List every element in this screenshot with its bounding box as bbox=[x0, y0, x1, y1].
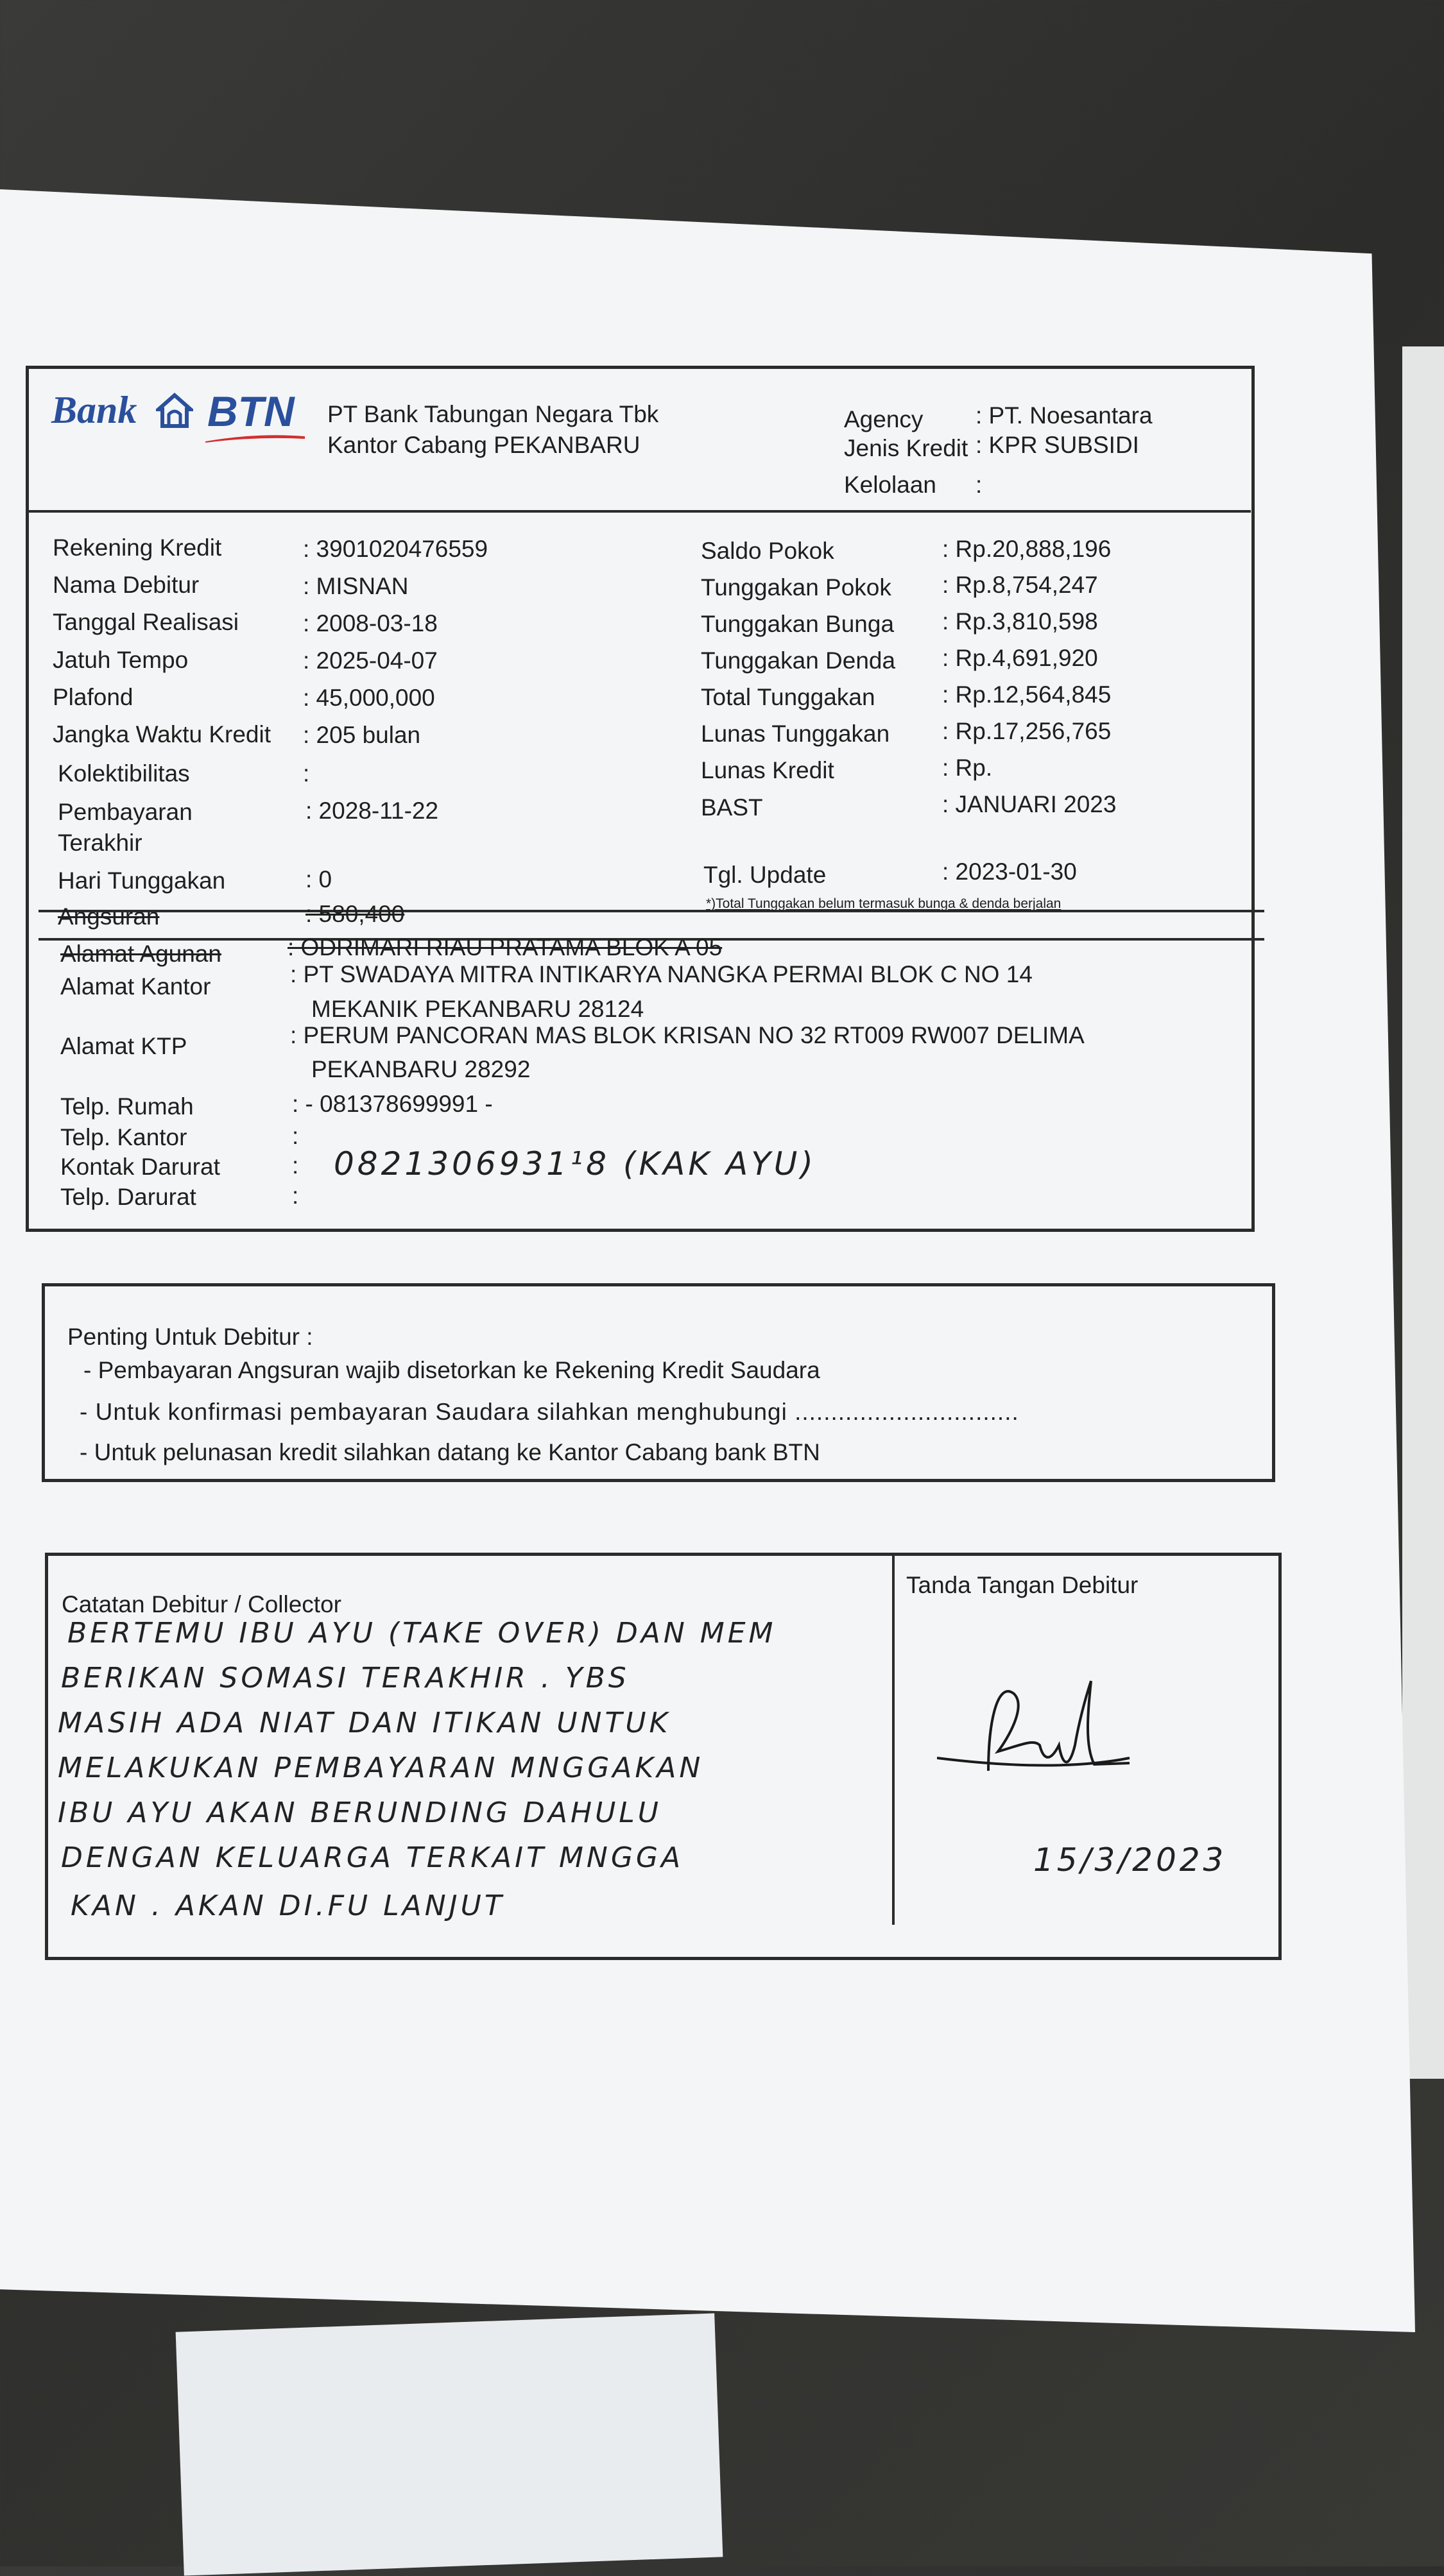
notice-title: Penting Untuk Debitur : bbox=[67, 1324, 313, 1350]
telp-kantor-label: Telp. Kantor bbox=[60, 1124, 187, 1150]
tunggakan-bunga-value: : Rp.3,810,598 bbox=[942, 608, 1098, 635]
bank-logo-brand: BTN bbox=[207, 388, 295, 435]
telp-rumah-value: : - 081378699991 - bbox=[292, 1091, 493, 1117]
pembayaran-label-line2: Terakhir bbox=[58, 830, 142, 856]
nama-debitur-label: Nama Debitur bbox=[53, 572, 200, 598]
saldo-pokok-label: Saldo Pokok bbox=[701, 538, 834, 564]
hari-tunggakan-label: Hari Tunggakan bbox=[58, 867, 226, 894]
tgl-update-value: : 2023-01-30 bbox=[942, 858, 1077, 885]
tunggakan-pokok-label: Tunggakan Pokok bbox=[701, 574, 891, 601]
angsuran-value: : 580,400 bbox=[305, 901, 405, 927]
tunggakan-denda-label: Tunggakan Denda bbox=[701, 647, 896, 674]
nama-debitur-value: : MISNAN bbox=[303, 573, 409, 599]
alamat-agunan-value: : ODRIMARI RIAU PRATAMA BLOK A 05 bbox=[288, 934, 723, 960]
jatuh-tempo-label: Jatuh Tempo bbox=[53, 647, 189, 673]
jenis-kredit-value: : KPR SUBSIDI bbox=[976, 432, 1139, 458]
tunggakan-bunga-label: Tunggakan Bunga bbox=[701, 611, 895, 637]
alamat-kantor-line1: : PT SWADAYA MITRA INTIKARYA NANGKA PERMAI BLOK C NO 14 bbox=[290, 961, 1033, 987]
background-paper-right bbox=[1402, 346, 1444, 2079]
debtor-signature bbox=[937, 1668, 1142, 1796]
telp-darurat-value: : bbox=[292, 1182, 299, 1209]
rekening-kredit-label: Rekening Kredit bbox=[53, 534, 222, 561]
alamat-ktp-line2: PEKANBARU 28292 bbox=[311, 1056, 531, 1082]
kelolaan-label: Kelolaan bbox=[844, 472, 937, 498]
note-line: MELAKUKAN PEMBAYARAN MNGGAKAN bbox=[58, 1752, 704, 1784]
jatuh-tempo-value: : 2025-04-07 bbox=[303, 647, 438, 674]
tgl-update-label: Tgl. Update bbox=[703, 862, 827, 888]
note-line: MASIH ADA NIAT DAN ITIKAN UNTUK bbox=[58, 1707, 671, 1739]
details-divider bbox=[39, 910, 1264, 912]
bank-name: PT Bank Tabungan Negara Tbk bbox=[327, 401, 659, 427]
header-divider bbox=[28, 510, 1251, 513]
note-line: BERTEMU IBU AYU (TAKE OVER) DAN MEM bbox=[67, 1617, 777, 1650]
notice-item: - Untuk pelunasan kredit silahkan datang ke Kantor Cabang bank BTN bbox=[80, 1439, 820, 1465]
bank-logo-word: Bank bbox=[51, 389, 137, 431]
note-line: KAN . AKAN DI.FU LANJUT bbox=[71, 1889, 505, 1922]
total-tunggakan-value: : Rp.12,564,845 bbox=[942, 681, 1112, 708]
tunggakan-pokok-value: : Rp.8,754,247 bbox=[942, 572, 1098, 598]
pembayaran-terakhir-value: : 2028-11-22 bbox=[305, 798, 439, 824]
kolektibilitas-value: : bbox=[303, 760, 310, 787]
tanggal-realisasi-value: : 2008-03-18 bbox=[303, 610, 438, 636]
kelolaan-value: : bbox=[976, 472, 983, 498]
note-line: IBU AYU AKAN BERUNDING DAHULU bbox=[58, 1796, 662, 1829]
lunas-tunggakan-label: Lunas Tunggakan bbox=[701, 721, 890, 747]
notes-title: Catatan Debitur / Collector bbox=[62, 1591, 341, 1617]
total-tunggakan-label: Total Tunggakan bbox=[701, 684, 875, 710]
tunggakan-denda-value: : Rp.4,691,920 bbox=[942, 645, 1098, 671]
rekening-kredit-value: : 3901020476559 bbox=[303, 536, 488, 562]
house-icon bbox=[156, 393, 193, 430]
telp-darurat-label: Telp. Darurat bbox=[60, 1184, 196, 1210]
alamat-kantor-line2: MEKANIK PEKANBARU 28124 bbox=[311, 996, 644, 1022]
hari-tunggakan-value: : 0 bbox=[305, 866, 332, 892]
plafond-label: Plafond bbox=[53, 684, 133, 710]
telp-kantor-value: : bbox=[292, 1123, 299, 1149]
alamat-kantor-label: Alamat Kantor bbox=[60, 973, 211, 1000]
jangka-waktu-value: : 205 bulan bbox=[303, 722, 421, 748]
note-line: BERIKAN SOMASI TERAKHIR . YBS bbox=[61, 1662, 630, 1694]
telp-rumah-label: Telp. Rumah bbox=[60, 1093, 194, 1120]
lunas-kredit-value: : Rp. bbox=[942, 755, 993, 781]
signature-date: 15/3/2023 bbox=[1033, 1841, 1227, 1879]
agency-value: : PT. Noesantara bbox=[976, 402, 1153, 429]
agency-label: Agency bbox=[844, 406, 924, 432]
kolektibilitas-label: Kolektibilitas bbox=[58, 760, 190, 787]
notice-item: - Pembayaran Angsuran wajib disetorkan ke Rekening Kredit Saudara bbox=[83, 1357, 820, 1383]
logo-swoosh bbox=[205, 434, 305, 443]
kontak-darurat-handwritten: 0821306931¹8 (KAK AYU) bbox=[334, 1145, 816, 1182]
alamat-agunan-label: Alamat Agunan bbox=[60, 941, 221, 967]
background-paper-under bbox=[176, 2313, 723, 2575]
angsuran-label: Angsuran bbox=[58, 903, 160, 930]
lunas-tunggakan-value: : Rp.17,256,765 bbox=[942, 718, 1112, 744]
alamat-ktp-line1: : PERUM PANCORAN MAS BLOK KRISAN NO 32 RT009 RW007 DELIMA bbox=[290, 1022, 1085, 1048]
note-line: DENGAN KELUARGA TERKAIT MNGGA bbox=[61, 1841, 684, 1874]
notes-divider bbox=[892, 1556, 895, 1925]
kontak-darurat-value: : bbox=[292, 1152, 299, 1179]
kontak-darurat-label: Kontak Darurat bbox=[60, 1154, 220, 1180]
signature-title: Tanda Tangan Debitur bbox=[906, 1572, 1139, 1598]
notice-item: - Untuk konfirmasi pembayaran Saudara silahkan menghubungi ............................... bbox=[80, 1399, 1019, 1425]
saldo-pokok-value: : Rp.20,888,196 bbox=[942, 536, 1112, 562]
branch-name: Kantor Cabang PEKANBARU bbox=[327, 432, 640, 458]
lunas-kredit-label: Lunas Kredit bbox=[701, 757, 834, 783]
pembayaran-label: Pembayaran bbox=[58, 799, 193, 825]
footnote: *)Total Tunggakan belum termasuk bunga & denda berjalan bbox=[706, 896, 1062, 911]
jenis-kredit-label: Jenis Kredit bbox=[844, 435, 968, 461]
bast-label: BAST bbox=[701, 794, 763, 821]
tanggal-realisasi-label: Tanggal Realisasi bbox=[53, 609, 239, 635]
bast-value: : JANUARI 2023 bbox=[942, 791, 1117, 817]
alamat-ktp-label: Alamat KTP bbox=[60, 1033, 187, 1059]
plafond-value: : 45,000,000 bbox=[303, 685, 435, 711]
jangka-waktu-label: Jangka Waktu Kredit bbox=[53, 721, 271, 747]
